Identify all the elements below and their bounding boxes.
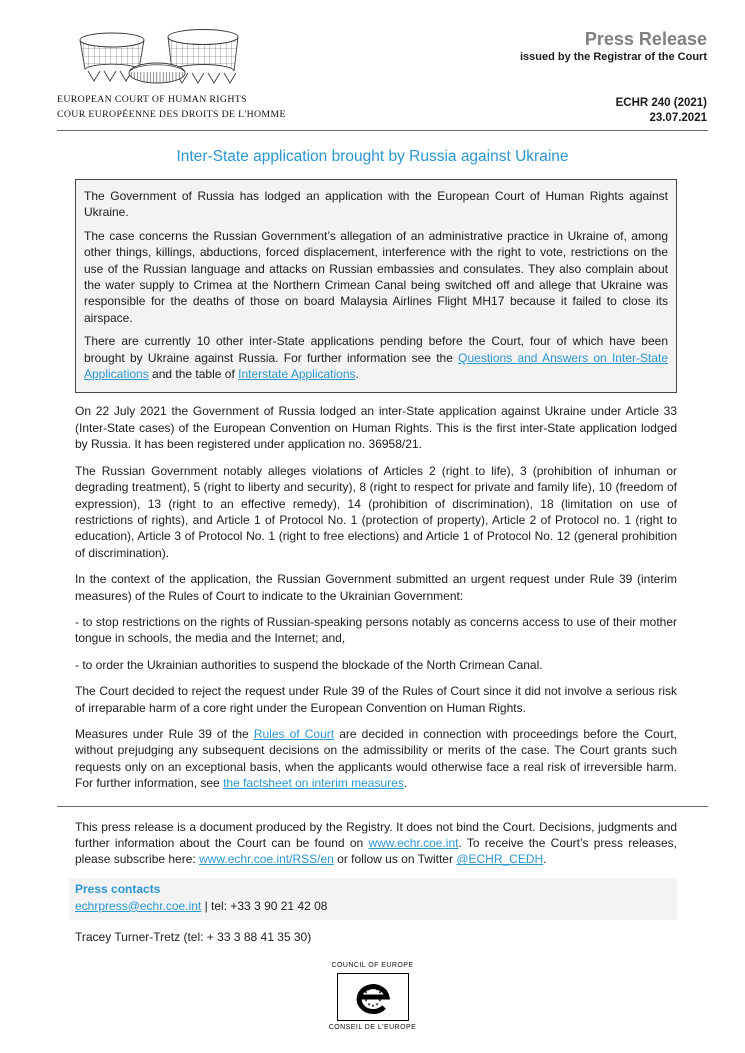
svg-text:★: ★ [374, 986, 379, 992]
body-paragraph [75, 403, 677, 452]
svg-text:★: ★ [363, 997, 368, 1003]
header-meta [520, 29, 707, 126]
link-press-email[interactable]: echrpress@echr.coe.int [75, 898, 202, 913]
body-paragraph [75, 657, 677, 673]
body-paragraph [75, 683, 677, 716]
svg-text:★: ★ [377, 997, 382, 1003]
body-paragraph [75, 726, 677, 792]
court-names [57, 92, 286, 122]
summary-box [75, 179, 677, 393]
svg-text:★: ★ [378, 993, 383, 999]
press-contacts-heading: Press contacts [75, 881, 161, 896]
echr-building-logo [72, 26, 242, 93]
text-segment: The Court decided to reject the request under Rule 39 of the Rules of Court since it did not involve a serious risk of irreparable harm of a core right under the European Convention on Human Rights. [75, 684, 677, 715]
text-segment: On 22 July 2021 the Government of Russia lodged an inter-State application against Ukraine under Article 33 (Inter-State cases) of the European Convention on Human Rights. This is the first inter-State application lodged by Russia. It has been registered under application no. 36958/21. [75, 404, 677, 452]
text-segment: The Russian Government notably alleges violations of Articles 2 (right to life), 3 (prohibition of inhuman or degrading treatment), 5 (right to liberty and security), 8 (right to respect for private and family life), 10 (freedom of expression), 13 (right to an effective remedy), 14 (prohibition of discrimination), 18 (limitation on use of restrictions of rights), and Article 1 of Protocol No. 1 (protection of property), Article 2 of Protocol no. 1 (right to education), Article 3 of Protocol No. 1 (right to free elections) and Article 1 of Protocol No. 12 (general prohibition of discrimination). [75, 463, 677, 560]
svg-text:★: ★ [366, 1001, 371, 1007]
coe-label-en: COUNCIL OF EUROPE [331, 962, 414, 970]
link-twitter-handle[interactable]: @ECHR_CEDH [456, 852, 544, 867]
link-questions-and-answers[interactable]: Questions and Answers on Inter-State Applications [84, 350, 668, 382]
summary-paragraph [84, 228, 668, 326]
coe-label-fr: CONSEIL DE L'EUROPE [328, 1024, 417, 1032]
council-of-europe-logo [0, 961, 745, 1033]
text-segment: . [403, 776, 408, 791]
release-reference: ECHR 240 (2021) [615, 97, 707, 109]
body-content [75, 403, 677, 791]
coe-emblem [337, 973, 409, 1021]
press-contact-line [75, 898, 669, 915]
registry-note [75, 819, 677, 868]
press-contacts-block [69, 878, 677, 920]
contact-person: Tracey Turner-Tretz (tel: + 33 3 88 41 35 30) [75, 929, 312, 944]
document-title: Inter-State application brought by Russia against Ukraine [176, 148, 569, 165]
link-rules-of-court[interactable]: Rules of Court [253, 726, 335, 741]
release-date: 23.07.2021 [649, 112, 707, 124]
text-segment: and the table of [148, 367, 239, 382]
link-echr-website[interactable]: www.echr.coe.int [368, 836, 459, 850]
body-paragraph [75, 614, 677, 647]
footer-divider [57, 806, 708, 807]
text-segment: or follow us on Twitter [333, 852, 457, 867]
link-factsheet-interim-measures[interactable]: the factsheet on interim measures [223, 776, 404, 791]
header-divider [57, 130, 708, 131]
text-segment: . To receive the Court’s press releases, please subscribe here: [75, 836, 677, 867]
svg-text:★: ★ [362, 993, 367, 999]
court-name-fr: COUR EUROPÉENNE DES DROITS DE L'HOMME [57, 109, 286, 120]
body-paragraph [75, 571, 677, 604]
link-rss-subscribe[interactable]: www.echr.coe.int/RSS/en [199, 852, 334, 867]
text-segment: The Government of Russia has lodged an application with the European Court of Human Rights against Ukraine. [84, 189, 668, 220]
text-segment: | tel: +33 3 90 21 42 08 [201, 898, 328, 913]
press-release-label: Press Release [584, 29, 707, 49]
issued-by-label: issued by the Registrar of the Court [519, 51, 707, 63]
text-segment: The case concerns the Russian Government’s allegation of an administrative practice in Ukraine of, among other things, killings, abductions, forced displacement, interference with the right to vote, restrictions on the use of the Russian language and attacks on Russian embassies and consulates. They also complain about the water supply to Crimea at the Northern Crimean Canal being switched off and allege that Ukraine was responsible for the deaths of those on board Malaysia Airlines Flight MH17 because it failed to close its airspace. [84, 228, 668, 325]
text-segment: Measures under Rule 39 of the [75, 726, 254, 741]
summary-paragraph [84, 188, 668, 221]
text-segment: - to order the Ukrainian authorities to suspend the blockade of the North Crimean Canal. [75, 657, 543, 672]
text-segment: There are currently 10 other inter-State applications pending before the Court, four of which have been brought by Ukraine against Russia. For further information see the [84, 334, 668, 365]
text-segment: . [355, 367, 359, 382]
svg-text:★: ★ [370, 985, 375, 991]
text-segment: In the context of the application, the Russian Government submitted an urgent request under Rule 39 (interim measures) of the Rules of Court to indicate to the Ukrainian Government: [75, 572, 677, 603]
svg-text:★: ★ [370, 1003, 375, 1009]
text-segment: are decided in connection with proceedings before the Court, without prejudging any subsequent decisions on the admissibility or merits of the case. The Court grants such requests only on an exceptional basis, when the applicants would otherwise face a real risk of irreversible harm. For further information, see [75, 726, 677, 791]
body-paragraph [75, 463, 677, 561]
summary-paragraph [84, 333, 668, 382]
svg-text:★: ★ [363, 989, 368, 995]
link-interstate-applications[interactable]: Interstate Applications [238, 367, 356, 382]
svg-text:★: ★ [374, 1001, 379, 1007]
text-segment: This press release is a document produced by the Registry. It does not bind the Court. Decisions, judgments and further information about the Court can be found on [75, 819, 677, 850]
text-segment: . [543, 852, 547, 867]
svg-text:★: ★ [377, 989, 382, 995]
svg-text:★: ★ [366, 986, 371, 992]
court-name-en: EUROPEAN COURT OF HUMAN RIGHTS [57, 94, 247, 105]
document-header [0, 0, 745, 130]
text-segment: - to stop restrictions on the rights of Russian-speaking persons notably as concerns access to use of their mother tongue in schools, the media and the Internet; and, [75, 614, 677, 646]
